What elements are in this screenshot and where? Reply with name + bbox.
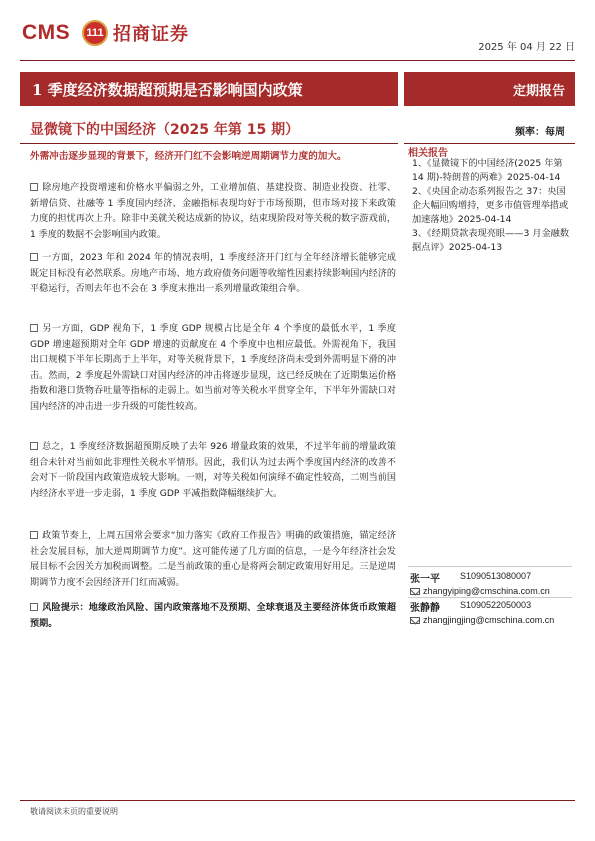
- checkbox-bullet-icon: [30, 442, 38, 450]
- logo-cms-text: CMS: [22, 21, 71, 44]
- related-report-link[interactable]: 2、《央国企动态系列报告之 37：央国企大幅回购增持，更多市值管理举措或加速落地》2025-04-14: [412, 186, 569, 225]
- paragraph-text: 一方面，2023 年和 2024 年的情况表明，1 季度经济开门红与全年经济增长能够完成既定目标没有必然联系。房地产市场、地方政府债务问题等收缩性因素持续影响国内经济的平稳运行，否则去年也不会在 3 季度末推出一系列增量政策组合拳。: [30, 253, 396, 294]
- lead-summary: 外需冲击逐步显现的背景下，经济开门红不会影响逆周期调节力度的加大。: [30, 151, 347, 162]
- report-type: 定期报告: [512, 83, 565, 99]
- author-divider: [408, 566, 572, 567]
- risk-text: 风险提示：地缘政治风险、国内政策落地不及预期、全球衰退及主要经济体货币政策超预期。: [30, 603, 396, 629]
- footer-divider: [20, 800, 575, 801]
- report-subtitle: 显微镜下的中国经济（2025 年第 15 期）: [30, 122, 300, 138]
- checkbox-bullet-icon: [30, 183, 38, 191]
- checkbox-bullet-icon: [30, 531, 38, 539]
- logo-company-name: 招商证券: [113, 24, 189, 45]
- checkbox-bullet-icon: [30, 603, 38, 611]
- paragraph-5: [30, 529, 396, 591]
- paragraph-text: 除房地产投资增速和价格水平偏弱之外，工业增加值、基建投资、制造业投资、社零、新增信贷、社融等 1 季度国内经济、金融指标表现均好于市场预期，但市场对接下来政策力度的担忧再次上升。除非中美就关税达成新的协议，结束现阶段对等关税的数字游戏前，1 季度的数据不会影响国内政策。: [30, 183, 396, 240]
- related-report-link[interactable]: 1、《显微镜下的中国经济(2025 年第 14 期)-特朗普的两难》2025-04-14: [412, 158, 563, 183]
- logo-badge-icon: 111: [82, 20, 108, 46]
- related-reports-title: 相关报告: [408, 148, 448, 159]
- report-type-banner: [404, 72, 575, 106]
- related-report-link[interactable]: 3、《经期贷款表现亮眼——3 月金融数据点评》2025-04-13: [412, 228, 570, 253]
- header-divider: [20, 60, 575, 61]
- author-email[interactable]: zhangyiping@cmschina.com.cn: [423, 586, 550, 596]
- report-date: 2025 年 04 月 22 日: [478, 42, 575, 53]
- paragraph-text: 总之，1 季度经济数据超预期反映了去年 926 增量政策的效果，不过半年前的增量政策组合未针对当前如此非理性关税水平情形。因此，我们认为过去两个季度国内经济的改善不会对下一阶段国内政策造成较大影响。一则，对等关税如何演绎不确定性较高，二则当前国内经济水平进一步走弱，1 季度 GDP 平减指数降幅继续扩大。: [30, 442, 396, 499]
- paragraph-1: [30, 181, 396, 243]
- title-banner: [20, 72, 398, 106]
- checkbox-bullet-icon: [30, 324, 38, 332]
- author-license-id: S1090513080007: [460, 571, 532, 581]
- report-title: 1 季度经济数据超预期是否影响国内政策: [32, 80, 303, 99]
- author-divider: [408, 597, 572, 598]
- mail-icon: [410, 617, 420, 624]
- frequency-label: 频率：每周: [515, 127, 565, 138]
- related-reports-list: [412, 157, 574, 255]
- paragraph-text: 政策节奏上，上周五国常会要求“加力落实《政府工作报告》明确的政策措施，锚定经济社会发展目标，加大逆周期调节力度”。这可能传递了几方面的信息，一是今年经济社会发展目标不会因关方加税而调整。二是当前政策的重心是将两会制定政策用好用足。三是逆周期调节力度不会因经济开门红而减弱。: [30, 531, 396, 588]
- paragraph-2: [30, 251, 396, 298]
- mail-icon: [410, 588, 420, 595]
- author-name: 张静静: [410, 603, 440, 614]
- paragraph-4: [30, 440, 396, 502]
- author-name: 张一平: [410, 574, 440, 585]
- subtitle-divider: [20, 143, 398, 144]
- footer-disclaimer: 敬请阅读末页的重要说明: [30, 807, 118, 816]
- author-email[interactable]: zhangjingjing@cmschina.com.cn: [423, 615, 555, 625]
- paragraph-text: 另一方面，GDP 视角下，1 季度 GDP 规模占比是全年 4 个季度的最低水平，1 季度 GDP 增速超预期对全年 GDP 增速的贡献度在 4 个季度中也相应最低。外需视角下，我国出口规模下半年长期高于上半年，对等关税背景下，1 季度经济尚未受到外需明显下滑的冲击。然而，2 季度起外需缺口对国内经济的冲击将逐步显现，这已经反映在了近期集运价格指数和港口货物吞吐量等指标的走弱上。如当前对等关税水平贯穿全年，下半年外需缺口对国内经济的冲击进一步升级的可能性较高。: [30, 324, 396, 412]
- checkbox-bullet-icon: [30, 253, 38, 261]
- paragraph-3: [30, 322, 396, 415]
- risk-warning: [30, 601, 396, 632]
- author-license-id: S1090522050003: [460, 600, 532, 610]
